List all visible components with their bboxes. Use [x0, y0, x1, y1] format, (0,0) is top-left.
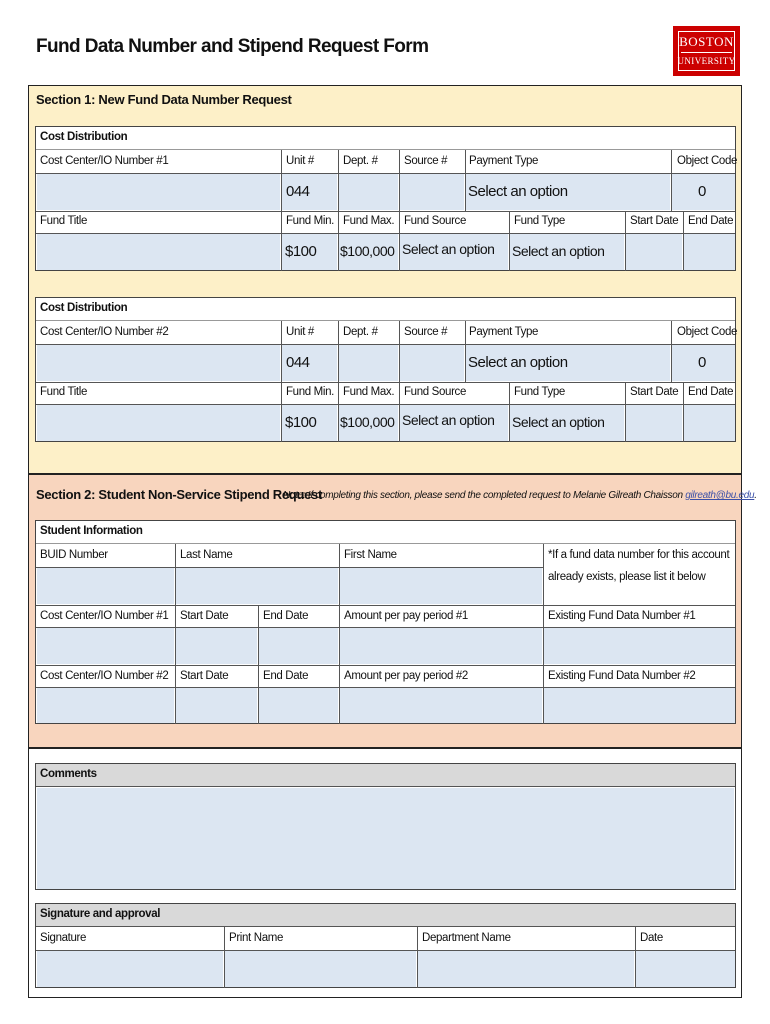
label-amount-1: Amount per pay period #1	[344, 610, 468, 622]
cost-distribution-heading: Cost Distribution	[40, 302, 128, 314]
label-payment-type: Payment Type	[469, 326, 539, 338]
label-fund-min: Fund Min.	[286, 215, 334, 227]
start-date-field[interactable]	[626, 405, 682, 441]
label-end-date-1: End Date	[263, 610, 309, 622]
label-cost-center-1: Cost Center/IO Number #1	[40, 610, 169, 622]
fund-max-value: $100,000	[340, 414, 395, 430]
signature-heading: Signature and approval	[40, 908, 161, 920]
label-end-date-2: End Date	[263, 670, 309, 682]
fund-source-value: Select an option	[402, 241, 495, 257]
date-field[interactable]	[636, 951, 735, 987]
label-fund-title: Fund Title	[40, 215, 87, 227]
page-title: Fund Data Number and Stipend Request Form	[36, 36, 429, 57]
dept-field[interactable]	[339, 345, 398, 381]
section-2-note-text: Note: If completing this section, please send the completed request to Melanie Gilreath Chaisson	[283, 490, 686, 501]
label-signature: Signature	[40, 932, 87, 944]
fund-source-value: Select an option	[402, 412, 495, 428]
unit-value: 044	[286, 183, 310, 200]
label-payment-type: Payment Type	[469, 155, 539, 167]
comments-textarea[interactable]	[37, 788, 734, 889]
fund-title-field[interactable]	[37, 405, 280, 441]
student-information-block	[35, 520, 736, 724]
label-fund-min: Fund Min.	[286, 386, 334, 398]
object-code-value: 0	[698, 354, 706, 371]
fund-title-field[interactable]	[37, 234, 280, 270]
buid-number-field[interactable]	[37, 568, 174, 604]
section-1	[28, 85, 742, 474]
label-amount-2: Amount per pay period #2	[344, 670, 468, 682]
boston-university-logo	[673, 26, 740, 76]
label-source: Source #	[404, 326, 448, 338]
existing-fund-data-number-1-field[interactable]	[544, 628, 735, 664]
cost-distribution-block-2	[35, 297, 736, 442]
first-name-field[interactable]	[340, 568, 542, 604]
logo-line2: UNIVERSITY	[677, 56, 736, 66]
section-2-note	[283, 490, 757, 501]
existing-note-line1: *If a fund data number for this account	[548, 549, 730, 561]
label-dept: Dept. #	[343, 326, 378, 338]
section-1-title: Section 1: New Fund Data Number Request	[36, 92, 292, 107]
label-fund-max: Fund Max.	[343, 386, 395, 398]
label-fund-max: Fund Max.	[343, 215, 395, 227]
cost-center-1-field[interactable]	[37, 174, 280, 210]
signature-block	[35, 903, 736, 988]
section-2	[28, 474, 757, 748]
comments-heading: Comments	[40, 768, 97, 780]
fund-min-value: $100	[285, 243, 317, 260]
comments-block	[35, 763, 736, 890]
stipend-cost-center-2-field[interactable]	[37, 688, 174, 723]
end-date-field[interactable]	[684, 405, 735, 441]
label-existing-fund-1: Existing Fund Data Number #1	[548, 610, 696, 622]
payment-type-value: Select an option	[468, 183, 568, 200]
existing-fund-data-number-2-field[interactable]	[544, 688, 735, 723]
amount-per-pay-period-1-field[interactable]	[340, 628, 542, 664]
section-3	[28, 748, 742, 998]
dept-field[interactable]	[339, 174, 398, 210]
label-fund-title: Fund Title	[40, 386, 87, 398]
stipend-start-date-1-field[interactable]	[176, 628, 257, 664]
label-start-date-1: Start Date	[180, 610, 229, 622]
print-name-field[interactable]	[225, 951, 416, 987]
logo-line1: BOSTON	[679, 34, 734, 49]
label-fund-type: Fund Type	[514, 215, 565, 227]
student-information-heading: Student Information	[40, 525, 143, 537]
cost-distribution-block-1	[35, 126, 736, 271]
fund-min-value: $100	[285, 414, 317, 431]
fund-max-value: $100,000	[340, 243, 395, 259]
label-first-name: First Name	[344, 549, 397, 561]
label-object-code: Object Code	[677, 155, 738, 167]
label-fund-source: Fund Source	[404, 386, 466, 398]
section-2-title: Section 2: Student Non-Service Stipend Request	[36, 487, 322, 502]
amount-per-pay-period-2-field[interactable]	[340, 688, 542, 723]
fund-type-value: Select an option	[512, 243, 605, 259]
stipend-end-date-2-field[interactable]	[259, 688, 338, 723]
start-date-field[interactable]	[626, 234, 682, 270]
email-link[interactable]: gilreath@bu.edu	[685, 490, 755, 501]
last-name-field[interactable]	[176, 568, 338, 604]
department-name-field[interactable]	[418, 951, 634, 987]
label-department-name: Department Name	[422, 932, 511, 944]
label-start-date: Start Date	[630, 386, 679, 398]
end-date-field[interactable]	[684, 234, 735, 270]
label-date: Date	[640, 932, 663, 944]
cost-distribution-heading: Cost Distribution	[40, 131, 128, 143]
stipend-end-date-1-field[interactable]	[259, 628, 338, 664]
label-fund-type: Fund Type	[514, 386, 565, 398]
label-cost-center-1: Cost Center/IO Number #1	[40, 155, 169, 167]
label-source: Source #	[404, 155, 448, 167]
label-cost-center-2: Cost Center/IO Number #2	[40, 670, 169, 682]
source-field[interactable]	[400, 345, 464, 381]
label-unit: Unit #	[286, 326, 314, 338]
fund-type-value: Select an option	[512, 414, 605, 430]
label-buid-number: BUID Number	[40, 549, 108, 561]
label-last-name: Last Name	[180, 549, 233, 561]
label-end-date: End Date	[688, 215, 734, 227]
stipend-start-date-2-field[interactable]	[176, 688, 257, 723]
label-unit: Unit #	[286, 155, 314, 167]
label-start-date-2: Start Date	[180, 670, 229, 682]
stipend-cost-center-1-field[interactable]	[37, 628, 174, 664]
label-object-code: Object Code	[677, 326, 738, 338]
label-end-date: End Date	[688, 386, 734, 398]
label-dept: Dept. #	[343, 155, 378, 167]
section-2-note-end: .	[754, 490, 757, 501]
label-start-date: Start Date	[630, 215, 679, 227]
unit-value: 044	[286, 354, 310, 371]
object-code-value: 0	[698, 183, 706, 200]
cost-center-2-field[interactable]	[37, 345, 280, 381]
label-cost-center-2: Cost Center/IO Number #2	[40, 326, 169, 338]
label-fund-source: Fund Source	[404, 215, 466, 227]
source-field[interactable]	[400, 174, 464, 210]
existing-note-line2: already exists, please list it below	[548, 571, 706, 583]
label-existing-fund-2: Existing Fund Data Number #2	[548, 670, 696, 682]
signature-field[interactable]	[37, 951, 223, 987]
label-print-name: Print Name	[229, 932, 284, 944]
payment-type-value: Select an option	[468, 354, 568, 371]
